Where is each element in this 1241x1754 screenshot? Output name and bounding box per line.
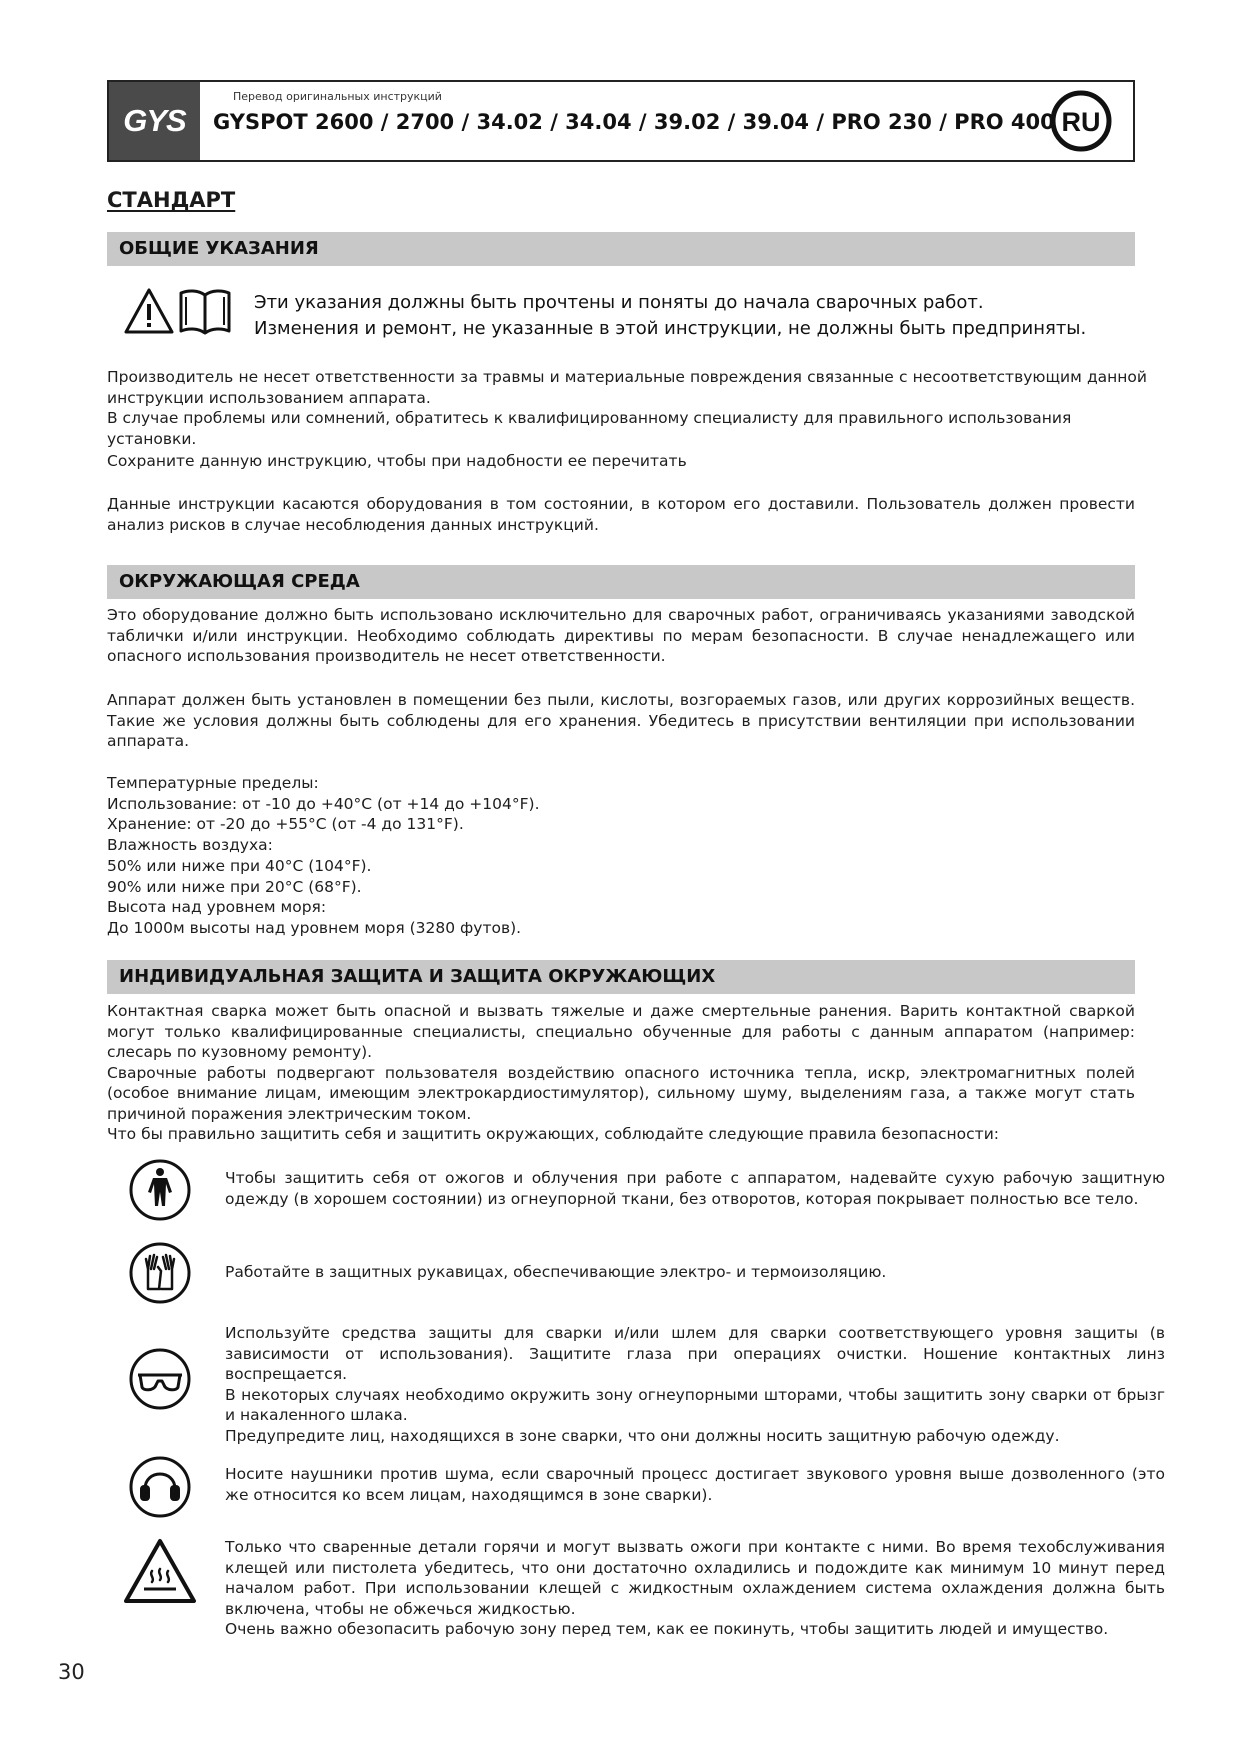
section-protection-header — [107, 960, 1135, 994]
general-paragraph-1 — [107, 367, 1147, 449]
section-environment-title: ОКРУЖАЮЩАЯ СРЕДА — [119, 571, 360, 592]
paragraph: Что бы правильно защитить себя и защитить окружающих, соблюдайте следующие правила безопасности: — [107, 1125, 999, 1143]
language-code: RU — [1061, 107, 1101, 137]
paragraph: Носите наушники против шума, если сварочный процесс достигает звукового уровня выше дозволенного (это же относится ко всем лицам, находящимся в зоне сварки). — [225, 1465, 1165, 1504]
paragraph: Сварочные работы подвергают пользователя воздействию опасного источника тепла, искр, электромагнитных полей (особое внимание лицам, имеющим электрокардиостимулятор), сильному шуму, выделениям газа, а также могут стать причиной поражения электрическим током. — [107, 1063, 1135, 1123]
paragraph: В некоторых случаях необходимо окружить зону огнеупорными шторами, чтобы защитить зону сварки от брызг и накаленного шлака. — [225, 1385, 1165, 1424]
limits-line: Высота над уровнем моря: — [107, 898, 327, 917]
safety-goggles-icon — [128, 1347, 192, 1415]
section-general-header — [107, 232, 1135, 266]
section-protection-title: ИНДИВИДУАЛЬНАЯ ЗАЩИТА И ЗАЩИТА ОКРУЖАЮЩИХ — [119, 966, 716, 987]
page-number: 30 — [58, 1660, 85, 1684]
notice-line-1: Эти указания должны быть прочтены и поняты до начала сварочных работ. — [254, 292, 984, 313]
logo-text: GYS — [123, 103, 186, 138]
warning-triangle-icon — [123, 287, 175, 339]
paragraph: Предупредите лиц, находящихся в зоне сварки, что они должны носить защитную рабочую одежду. — [225, 1426, 1060, 1445]
paragraph: В случае проблемы или сомнений, обратитесь к квалифицированному специалисту для правильного использования установки. — [107, 409, 1072, 448]
limits-line: Использование: от -10 до +40°C (от +14 до +104°F). — [107, 794, 540, 813]
paragraph: Только что сваренные детали горячи и могут вызвать ожоги при контакте с ними. Во время техобслуживания клещей или пистолета убедитесь, что они достаточно охладились и подождите как минимум 10 минут перед началом работ. При использовании клещей с жидкостным охлаждением система охлаждения должна быть включена, чтобы не обжечься жидкостью. — [225, 1538, 1165, 1618]
limits-line: 50% или ниже при 40°C (104°F). — [107, 856, 372, 875]
general-paragraph-4 — [107, 494, 1135, 535]
environment-paragraph-2 — [107, 690, 1135, 752]
limits-line: Температурные пределы: — [107, 774, 319, 792]
paragraph: Используйте средства защиты для сварки и/или шлем для сварки соответствующего уровня защиты (в зависимости от использования). Защитите глаза при операциях очистки. Ношение контактных линз воспрещается. — [225, 1324, 1165, 1383]
paragraph: Чтобы защитить себя от ожогов и облучения при работе с аппаратом, надевайте сухую рабочую защитную одежду (в хорошем состоянии) из огнеупорной ткани, без отворотов, которая покрывает полностью все тело. — [225, 1169, 1165, 1208]
paragraph: Работайте в защитных рукавицах, обеспечивающие электро- и термоизоляцию. — [225, 1263, 887, 1281]
limits-line: Хранение: от -20 до +55°C (от -4 до 131°F). — [107, 815, 464, 834]
limits-line: До 1000м высоты над уровнем моря (3280 футов). — [107, 918, 522, 937]
limits-line: Влажность воздуха: — [107, 836, 273, 855]
paragraph: Сохраните данную инструкцию, чтобы при надобности ее перечитать — [107, 452, 687, 470]
language-badge — [1049, 89, 1113, 153]
environment-limits — [107, 773, 1147, 939]
paragraph: Контактная сварка может быть опасной и вызвать тяжелые и даже смертельные ранения. Варить контактной сваркой могут только квалифицированные специалисты, специально обученные для работы с данным аппаратом (например: слесарь по кузовному ремонту). — [107, 1002, 1135, 1061]
protective-clothing-icon — [128, 1158, 192, 1226]
gloves-instruction — [225, 1262, 1165, 1283]
general-notice — [254, 290, 1086, 342]
paragraph: Производитель не несет ответственности за травмы и материальные повреждения связанные с несоответствующим данной инструкции использованием аппарата. — [107, 368, 1147, 407]
notice-line-2: Изменения и ремонт, не указанные в этой инструкции, не должны быть предприняты. — [254, 318, 1087, 339]
section-environment-header — [107, 565, 1135, 599]
environment-paragraph-1 — [107, 605, 1135, 667]
paragraph: Аппарат должен быть установлен в помещении без пыли, кислоты, возгораемых газов, или других коррозийных веществ. Такие же условия должны быть соблюдены для его хранения. Убедитесь в присутствии вентиляции при использовании аппарата. — [107, 691, 1135, 750]
eyes-instruction — [225, 1323, 1165, 1446]
ear-protection-icon — [128, 1455, 192, 1523]
header-subtitle: Перевод оригинальных инструкций — [233, 90, 442, 103]
section-general-title: ОБЩИЕ УКАЗАНИЯ — [119, 238, 319, 259]
paragraph: Данные инструкции касаются оборудования в том состоянии, в котором его доставили. Пользователь должен провести анализ рисков в случае несоблюдения данных инструкций. — [107, 495, 1135, 534]
hot-surface-instruction — [225, 1537, 1165, 1640]
paragraph: Это оборудование должно быть использовано исключительно для сварочных работ, ограничиваясь указаниями заводской таблички и/или инструкции. Необходимо соблюдать директивы по мерам безопасности. В случае ненадлежащего или опасного использования производитель не несет ответственности. — [107, 606, 1135, 665]
header-models: GYSPOT 2600 / 2700 / 34.02 / 34.04 / 39.02 / 39.04 / PRO 230 / PRO 400 — [213, 110, 1055, 134]
protection-paragraph-1 — [107, 1001, 1135, 1145]
paragraph: Очень важно обезопасить рабочую зону перед тем, как ее покинуть, чтобы защитить людей и имущество. — [225, 1620, 1109, 1638]
gys-logo — [109, 82, 200, 160]
general-paragraph-3 — [107, 451, 1147, 472]
protective-gloves-icon — [128, 1241, 192, 1309]
limits-line: 90% или ниже при 20°C (68°F). — [107, 877, 362, 896]
hot-surface-icon — [122, 1537, 198, 1609]
page-title: СТАНДАРТ — [107, 188, 236, 212]
manual-book-icon — [178, 287, 232, 341]
ears-instruction — [225, 1464, 1165, 1505]
document-header — [107, 80, 1135, 162]
clothing-instruction — [225, 1168, 1165, 1209]
